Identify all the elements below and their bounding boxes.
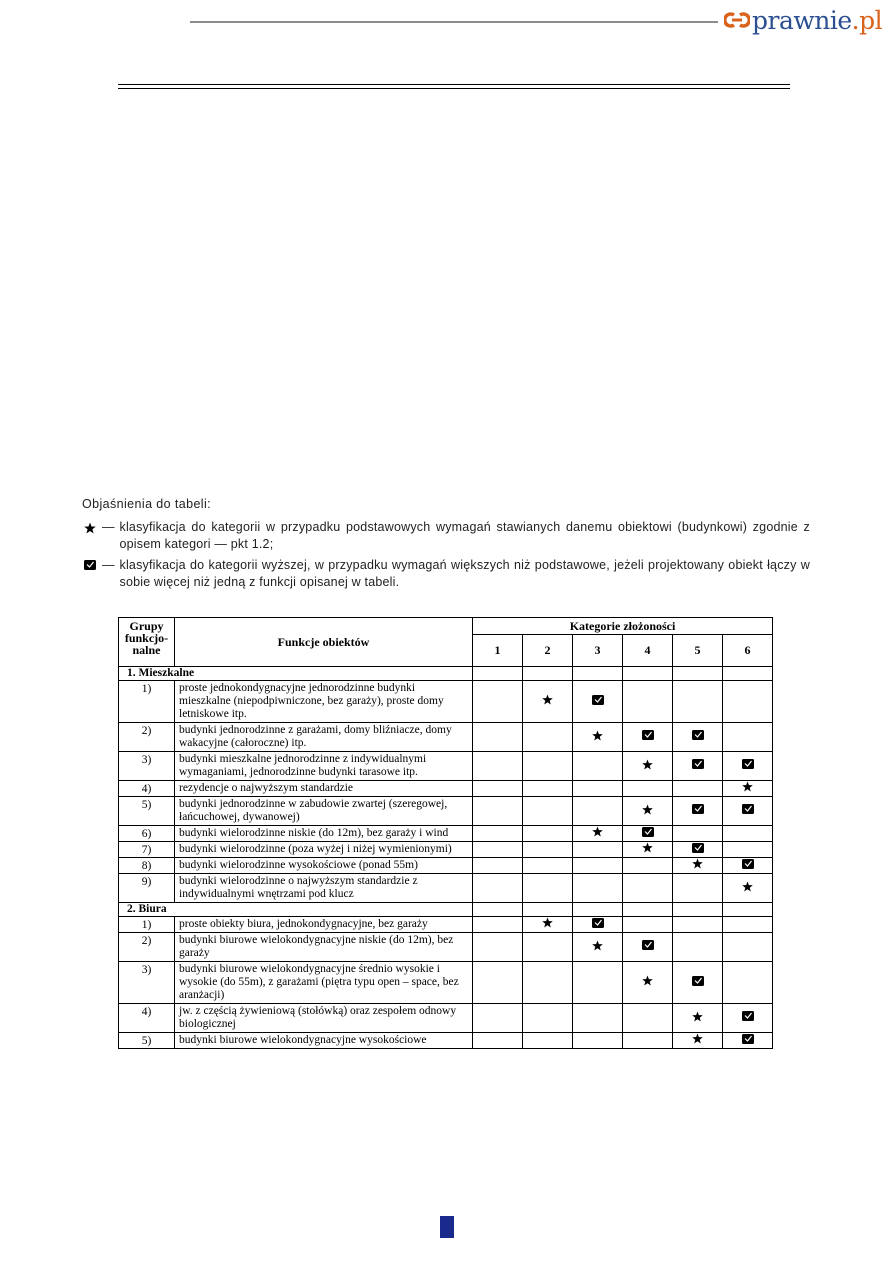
empty-cell [573, 781, 623, 797]
empty-cell [473, 797, 523, 826]
empty-cell [523, 781, 573, 797]
empty-cell [473, 752, 523, 781]
row-number: 4) [119, 781, 175, 797]
empty-cell [473, 874, 523, 903]
empty-cell [723, 826, 773, 842]
function-description: budynki biurowe wielokondygnacyjne niskie (do 12m), bez garaży [175, 933, 473, 962]
star-icon [573, 826, 623, 842]
star-icon [673, 858, 723, 874]
empty-cell [673, 903, 723, 917]
empty-cell [573, 962, 623, 1004]
empty-cell [473, 962, 523, 1004]
function-description: budynki wielorodzinne niskie (do 12m), bez garaży i wind [175, 826, 473, 842]
table-row [119, 826, 773, 842]
row-number: 2) [119, 933, 175, 962]
complexity-table [118, 617, 773, 1049]
checkbox-icon [623, 826, 673, 842]
category-header: 3 [573, 635, 623, 667]
empty-cell [523, 797, 573, 826]
legend-box-row [82, 557, 810, 591]
empty-cell [523, 826, 573, 842]
empty-cell [523, 903, 573, 917]
function-description: budynki biurowe wielokondygnacyjne wysokościowe [175, 1033, 473, 1049]
category-header: 1 [473, 635, 523, 667]
table-body [119, 667, 773, 1049]
row-number: 3) [119, 962, 175, 1004]
star-icon [82, 519, 98, 553]
row-number: 3) [119, 752, 175, 781]
legend-star-row [82, 519, 810, 553]
checkbox-icon [673, 723, 723, 752]
legend-star-dash: — [102, 520, 115, 534]
function-description: proste obiekty biura, jednokondygnacyjne, bez garaży [175, 917, 473, 933]
empty-cell [523, 874, 573, 903]
table-row [119, 781, 773, 797]
star-icon [723, 781, 773, 797]
table-row [119, 681, 773, 723]
row-number: 4) [119, 1004, 175, 1033]
empty-cell [723, 723, 773, 752]
star-icon [623, 797, 673, 826]
col-header-group: Grupy funkcjo-nalne [119, 618, 175, 667]
function-description: budynki wielorodzinne wysokościowe (ponad 55m) [175, 858, 473, 874]
table-row [119, 797, 773, 826]
empty-cell [523, 933, 573, 962]
empty-cell [573, 903, 623, 917]
empty-cell [623, 781, 673, 797]
section-name: 1. Mieszkalne [119, 667, 473, 681]
empty-cell [473, 826, 523, 842]
empty-cell [623, 681, 673, 723]
empty-cell [573, 667, 623, 681]
col-header-function: Funkcje obiektów [175, 618, 473, 667]
section-header-row [119, 667, 773, 681]
logo-link-icon [724, 7, 750, 33]
empty-cell [573, 752, 623, 781]
empty-cell [723, 962, 773, 1004]
empty-cell [523, 667, 573, 681]
row-number: 1) [119, 681, 175, 723]
empty-cell [523, 962, 573, 1004]
checkbox-icon [723, 752, 773, 781]
function-description: budynki jednorodzinne z garażami, domy bliźniacze, domy wakacyjne (całoroczne) itp. [175, 723, 473, 752]
function-description: budynki wielorodzinne o najwyższym standardzie z indywidualnymi wnętrzami pod klucz [175, 874, 473, 903]
empty-cell [623, 667, 673, 681]
empty-cell [473, 781, 523, 797]
checkbox-icon [673, 842, 723, 858]
legend-box-dash: — [102, 558, 115, 572]
empty-cell [473, 723, 523, 752]
table-row [119, 874, 773, 903]
legend [82, 496, 810, 595]
empty-cell [523, 723, 573, 752]
table-row [119, 917, 773, 933]
logo-tld: .pl [851, 5, 883, 35]
table-row [119, 1033, 773, 1049]
empty-cell [673, 933, 723, 962]
checkbox-icon [573, 681, 623, 723]
empty-cell [573, 1004, 623, 1033]
checkbox-icon [623, 723, 673, 752]
empty-cell [473, 667, 523, 681]
checkbox-icon [573, 917, 623, 933]
category-header: 5 [673, 635, 723, 667]
empty-cell [473, 903, 523, 917]
table-row [119, 933, 773, 962]
col-header-categories: Kategorie złożoności [473, 618, 773, 635]
category-header: 2 [523, 635, 573, 667]
empty-cell [673, 667, 723, 681]
row-number: 8) [119, 858, 175, 874]
star-icon [523, 681, 573, 723]
table-row [119, 752, 773, 781]
empty-cell [723, 917, 773, 933]
empty-cell [623, 1004, 673, 1033]
empty-cell [573, 858, 623, 874]
legend-box-text: klasyfikacja do kategorii wyższej, w przypadku wymagań większych niż podstawowe, jeżeli projektowany obiekt łączy w sobie więcej niż jedną z funkcji opisanej w tabeli. [119, 558, 810, 589]
star-icon [673, 1004, 723, 1033]
empty-cell [473, 1004, 523, 1033]
empty-cell [473, 1033, 523, 1049]
empty-cell [673, 874, 723, 903]
empty-cell [623, 903, 673, 917]
logo[interactable] [724, 4, 882, 36]
section-header-row [119, 903, 773, 917]
row-number: 7) [119, 842, 175, 858]
empty-cell [523, 1033, 573, 1049]
row-number: 2) [119, 723, 175, 752]
legend-title: Objaśnienia do tabeli: [82, 497, 212, 511]
function-description: budynki wielorodzinne (poza wyżej i niżej wymienionymi) [175, 842, 473, 858]
checkbox-icon [723, 1033, 773, 1049]
empty-cell [723, 903, 773, 917]
row-number: 6) [119, 826, 175, 842]
empty-cell [523, 752, 573, 781]
function-description: budynki jednorodzinne w zabudowie zwartej (szeregowej, łańcuchowej, dywanowej) [175, 797, 473, 826]
empty-cell [473, 681, 523, 723]
empty-cell [623, 874, 673, 903]
header-rule [190, 21, 718, 23]
empty-cell [473, 842, 523, 858]
row-number: 1) [119, 917, 175, 933]
empty-cell [523, 858, 573, 874]
empty-cell [723, 842, 773, 858]
table-row [119, 962, 773, 1004]
star-icon [573, 723, 623, 752]
checkbox-icon [623, 933, 673, 962]
category-header: 6 [723, 635, 773, 667]
empty-cell [473, 858, 523, 874]
star-icon [573, 933, 623, 962]
checkbox-icon [82, 557, 98, 591]
star-icon [623, 842, 673, 858]
table-row [119, 842, 773, 858]
empty-cell [573, 874, 623, 903]
page-marker [440, 1216, 454, 1238]
logo-text: prawnie [752, 5, 852, 35]
empty-cell [723, 933, 773, 962]
function-description: proste jednokondygnacyjne jednorodzinne budynki mieszkalne (niepodpiwniczone, bez garaży), proste domy letniskowe itp. [175, 681, 473, 723]
top-rule-2 [118, 88, 790, 89]
empty-cell [623, 917, 673, 933]
function-description: budynki biurowe wielokondygnacyjne średnio wysokie i wysokie (do 55m), z garażami (piętra typu open – space, bez aranżacji) [175, 962, 473, 1004]
empty-cell [673, 917, 723, 933]
row-number: 9) [119, 874, 175, 903]
table-row [119, 858, 773, 874]
checkbox-icon [673, 962, 723, 1004]
empty-cell [623, 1033, 673, 1049]
star-icon [673, 1033, 723, 1049]
empty-cell [523, 842, 573, 858]
star-icon [623, 752, 673, 781]
checkbox-icon [723, 858, 773, 874]
empty-cell [723, 681, 773, 723]
empty-cell [623, 858, 673, 874]
function-description: budynki mieszkalne jednorodzinne z indywidualnymi wymaganiami, jednorodzinne budynki tarasowe itp. [175, 752, 473, 781]
star-icon [523, 917, 573, 933]
function-description: jw. z częścią żywieniową (stołówką) oraz zespołem odnowy biologicznej [175, 1004, 473, 1033]
empty-cell [573, 797, 623, 826]
empty-cell [573, 842, 623, 858]
checkbox-icon [673, 797, 723, 826]
empty-cell [673, 781, 723, 797]
empty-cell [673, 826, 723, 842]
row-number: 5) [119, 1033, 175, 1049]
star-icon [723, 874, 773, 903]
empty-cell [573, 1033, 623, 1049]
empty-cell [473, 933, 523, 962]
category-header: 4 [623, 635, 673, 667]
section-name: 2. Biura [119, 903, 473, 917]
empty-cell [723, 667, 773, 681]
empty-cell [523, 1004, 573, 1033]
table-row [119, 723, 773, 752]
top-rule [118, 84, 790, 85]
legend-star-text: klasyfikacja do kategorii w przypadku podstawowych wymagań stawianych danemu obiektowi (budynkowi) zgodnie z opisem kategori — pkt 1.2; [119, 520, 810, 551]
function-description: rezydencje o najwyższym standardzie [175, 781, 473, 797]
star-icon [623, 962, 673, 1004]
checkbox-icon [673, 752, 723, 781]
checkbox-icon [723, 1004, 773, 1033]
table-row [119, 1004, 773, 1033]
empty-cell [673, 681, 723, 723]
checkbox-icon [723, 797, 773, 826]
empty-cell [473, 917, 523, 933]
row-number: 5) [119, 797, 175, 826]
